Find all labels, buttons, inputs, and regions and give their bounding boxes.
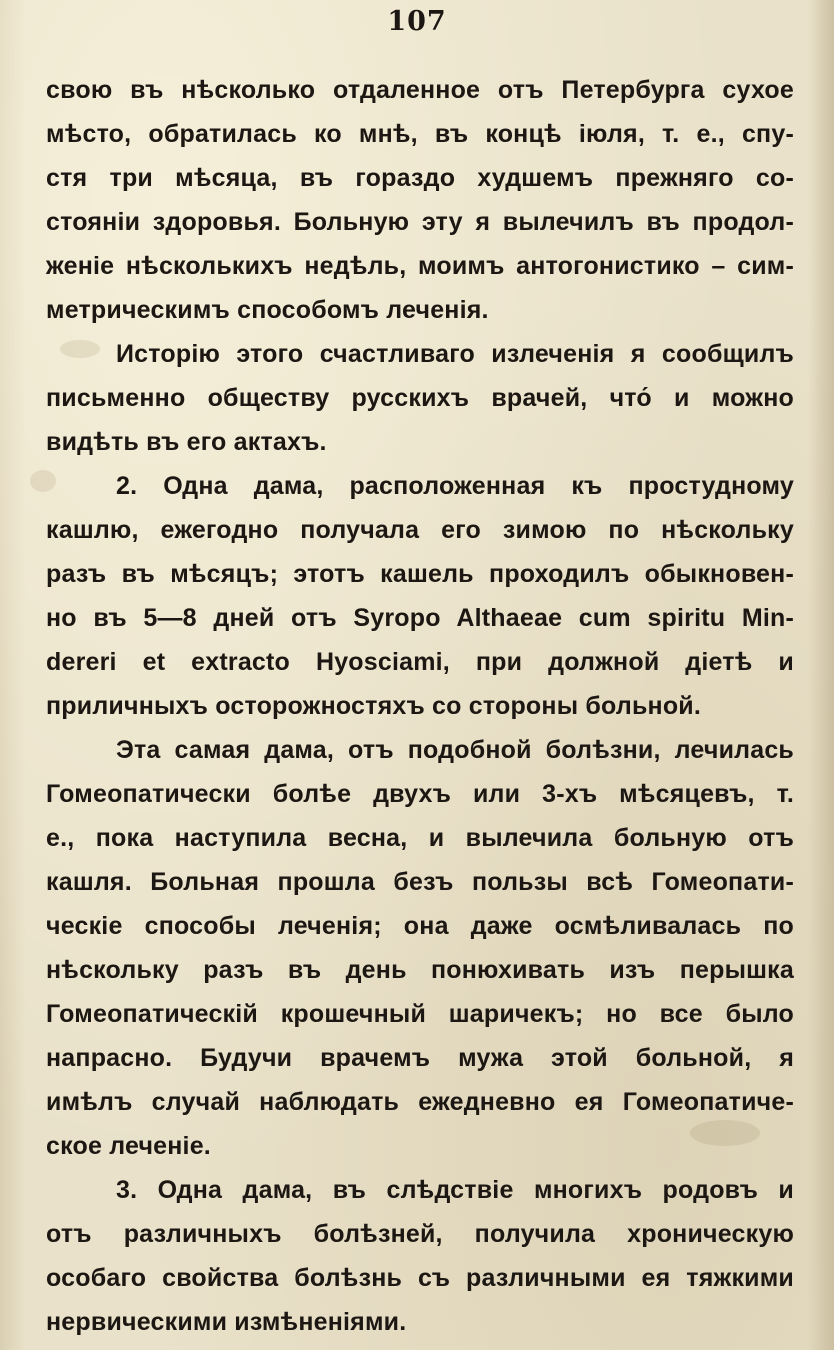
text-line: ское леченіе. [46, 1132, 211, 1160]
text-line: приличныхъ осторожностяхъ со стороны больной. [46, 692, 702, 720]
text-line: особаго свойства болѣзнь съ различными ея тяжкими [46, 1264, 794, 1292]
text-line: метрическимъ способомъ леченія. [46, 296, 489, 324]
text-line: стояніи здоровья. Больную эту я вылечилъ въ продол- [46, 208, 794, 236]
text-line: стя три мѣсяца, въ гораздо худшемъ прежняго со- [46, 164, 794, 192]
text-line: нервическими измѣненіями. [46, 1308, 407, 1336]
text-line: свою въ нѣсколько отдаленное отъ Петербурга сухое [46, 76, 794, 104]
text-line: разъ въ мѣсяцъ; этотъ кашель проходилъ обыкновен- [46, 560, 794, 588]
text-line: имѣлъ случай наблюдать ежедневно ея Гомеопатиче- [46, 1088, 794, 1116]
text-line: отъ различныхъ болѣзней, получила хроническую [46, 1220, 794, 1248]
paragraph-first-line: Эта самая дама, отъ подобной болѣзни, лечилась [116, 736, 794, 764]
text-line: кашлю, ежегодно получала его зимою по нѣскольку [46, 516, 794, 544]
text-line: ческіе способы леченія; она даже осмѣливалась по [46, 912, 794, 940]
paper-stain [60, 340, 100, 358]
text-line: но въ 5—8 дней отъ Syropo Althaeae cum spiritu Min- [46, 604, 794, 632]
paragraph-first-line: 2. Одна дама, расположенная къ простудному [116, 472, 794, 500]
paper-stain [30, 470, 56, 492]
text-line: напрасно. Будучи врачемъ мужа этой больной, я [46, 1044, 794, 1072]
text-line: Гомеопатическій крошечный шаричекъ; но все было [46, 1000, 794, 1028]
text-line: е., пока наступила весна, и вылечила больную отъ [46, 824, 794, 852]
text-line: нѣскольку разъ въ день понюхивать изъ перышка [46, 956, 794, 984]
text-line: кашля. Больная прошла безъ пользы всѣ Гомеопати- [46, 868, 794, 896]
paragraph-first-line: 3. Одна дама, въ слѣдствіе многихъ родовъ и [116, 1176, 794, 1204]
text-line: Гомеопатически болѣе двухъ или 3-хъ мѣсяцевъ, т. [46, 780, 794, 808]
text-line: женіе нѣсколькихъ недѣль, моимъ антогонистико – сим- [46, 252, 794, 280]
paragraph-first-line: Исторію этого счастливаго излеченія я сообщилъ [116, 340, 794, 368]
text-line: видѣть въ его актахъ. [46, 428, 327, 456]
text-line: мѣсто, обратилась ко мнѣ, въ концѣ іюля, т. е., спу- [46, 120, 794, 148]
page-number: 107 [387, 6, 447, 37]
text-line: письменно обществу русскихъ врачей, что́ и можно [46, 384, 794, 412]
text-line: dereri et extracto Hyosciami, при должной діетѣ и [46, 648, 794, 676]
